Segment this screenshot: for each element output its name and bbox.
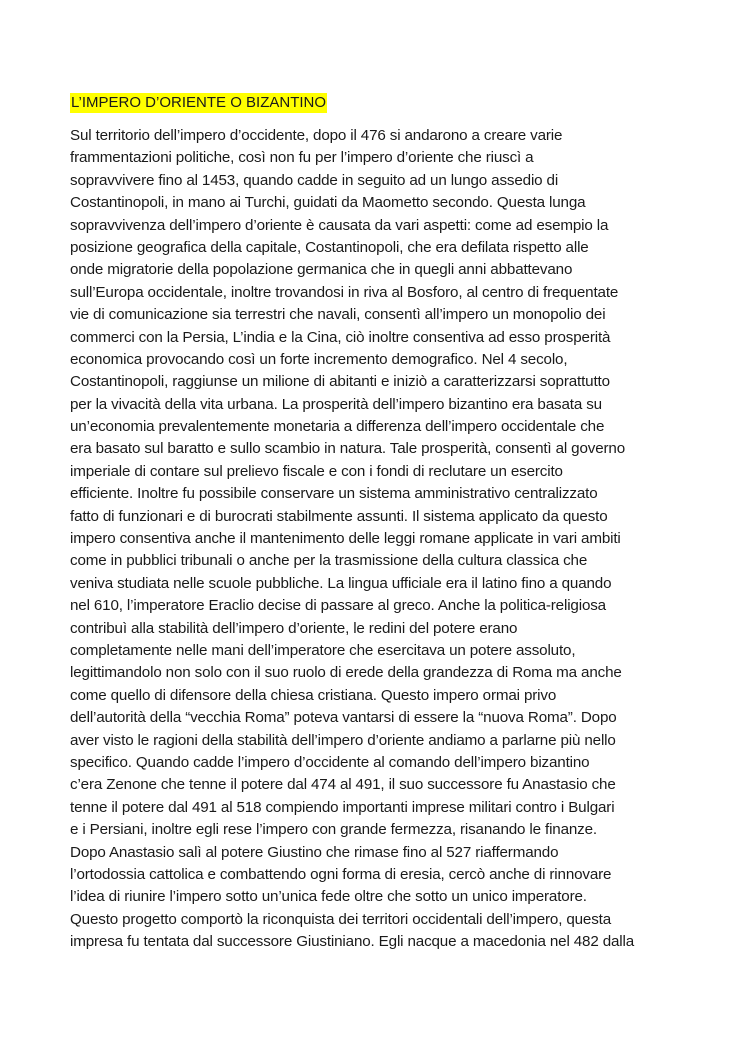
body-line: come quello di difensore della chiesa cristiana. Questo impero ormai privo bbox=[70, 686, 557, 704]
body-line: era basato sul baratto e sullo scambio in natura. Tale prosperità, consentì al governo bbox=[70, 440, 625, 458]
body-line: per la vivacità della vita urbana. La prosperità dell’impero bizantino era basata su bbox=[70, 395, 602, 413]
document-body bbox=[70, 125, 690, 953]
body-line: legittimandolo non solo con il suo ruolo di erede della grandezza di Roma ma anche bbox=[70, 664, 622, 682]
body-line: l’ortodossia cattolica e combattendo ogni forma di eresia, cercò anche di rinnovare bbox=[70, 865, 612, 883]
body-line: e i Persiani, inoltre egli rese l’impero con grande fermezza, risanando le finanze. bbox=[70, 821, 597, 839]
body-line: impresa fu tentata dal successore Giustiniano. Egli nacque a macedonia nel 482 dalla bbox=[70, 933, 635, 951]
body-line: c’era Zenone che tenne il potere dal 474 al 491, il suo successore fu Anastasio che bbox=[70, 776, 616, 794]
body-line: sopravvivenza dell’impero d’oriente è causata da vari aspetti: come ad esempio la bbox=[70, 216, 609, 234]
body-line: economica provocando così un forte incremento demografico. Nel 4 secolo, bbox=[70, 350, 568, 368]
body-line: veniva studiata nelle scuole pubbliche. La lingua ufficiale era il latino fino a quando bbox=[70, 574, 612, 592]
body-line: completamente nelle mani dell’imperatore che esercitava un potere assoluto, bbox=[70, 641, 576, 659]
body-line: Costantinopoli, raggiunse un milione di abitanti e iniziò a caratterizzarsi soprattutto bbox=[70, 373, 610, 391]
body-line: efficiente. Inoltre fu possibile conservare un sistema amministrativo centralizzato bbox=[70, 485, 598, 503]
body-line: vie di comunicazione sia terrestri che navali, consentì all’impero un monopolio dei bbox=[70, 306, 606, 324]
body-line: posizione geografica della capitale, Costantinopoli, che era defilata rispetto alle bbox=[70, 238, 589, 256]
body-line: l’idea di riunire l’impero sotto un’unica fede oltre che sotto un unico imperatore. bbox=[70, 888, 587, 906]
body-line: contribuì alla stabilità dell’impero d’oriente, le redini del potere erano bbox=[70, 619, 518, 637]
body-line: commerci con la Persia, L’india e la Cina, ciò inoltre consentiva ad esso prosperità bbox=[70, 328, 611, 346]
document-title: L’IMPERO D’ORIENTE O BIZANTINO bbox=[71, 94, 327, 111]
body-line: onde migratorie della popolazione germanica che in quegli anni abbattevano bbox=[70, 261, 573, 279]
body-line: fatto di funzionari e di burocrati stabilmente assunti. Il sistema applicato da questo bbox=[70, 507, 608, 525]
body-line: Dopo Anastasio salì al potere Giustino che rimase fino al 527 riaffermando bbox=[70, 843, 559, 861]
body-line: specifico. Quando cadde l’impero d’occidente al comando dell’impero bizantino bbox=[70, 753, 590, 771]
body-line: sull’Europa occidentale, inoltre trovandosi in riva al Bosforo, al centro di frequentate bbox=[70, 283, 619, 301]
body-line: nel 610, l’imperatore Eraclio decise di passare al greco. Anche la politica-religiosa bbox=[70, 597, 606, 615]
body-line: un’economia prevalentemente monetaria a differenza dell’impero occidentale che bbox=[70, 418, 605, 436]
body-line: come in pubblici tribunali o anche per la trasmissione della cultura classica che bbox=[70, 552, 588, 570]
body-line: Questo progetto comportò la riconquista dei territori occidentali dell’impero, questa bbox=[70, 910, 612, 928]
body-line: frammentazioni politiche, così non fu per l’impero d’oriente che riuscì a bbox=[70, 149, 534, 167]
body-line: dell’autorità della “vecchia Roma” poteva vantarsi di essere la “nuova Roma”. Dopo bbox=[70, 709, 617, 727]
body-line: tenne il potere dal 491 al 518 compiendo importanti imprese militari contro i Bulgari bbox=[70, 798, 615, 816]
body-line: Sul territorio dell’impero d’occidente, dopo il 476 si andarono a creare varie bbox=[70, 127, 563, 144]
body-line: impero consentiva anche il mantenimento delle leggi romane applicate in vari ambiti bbox=[70, 530, 621, 548]
body-line: imperiale di contare sul prelievo fiscale e con i fondi di reclutare un esercito bbox=[70, 462, 563, 480]
body-line: Costantinopoli, in mano ai Turchi, guidati da Maometto secondo. Questa lunga bbox=[70, 194, 586, 212]
body-line: aver visto le ragioni della stabilità dell’impero d’oriente andiamo a parlarne più nello bbox=[70, 731, 616, 749]
body-line: sopravvivere fino al 1453, quando cadde in seguito ad un lungo assedio di bbox=[70, 171, 559, 189]
